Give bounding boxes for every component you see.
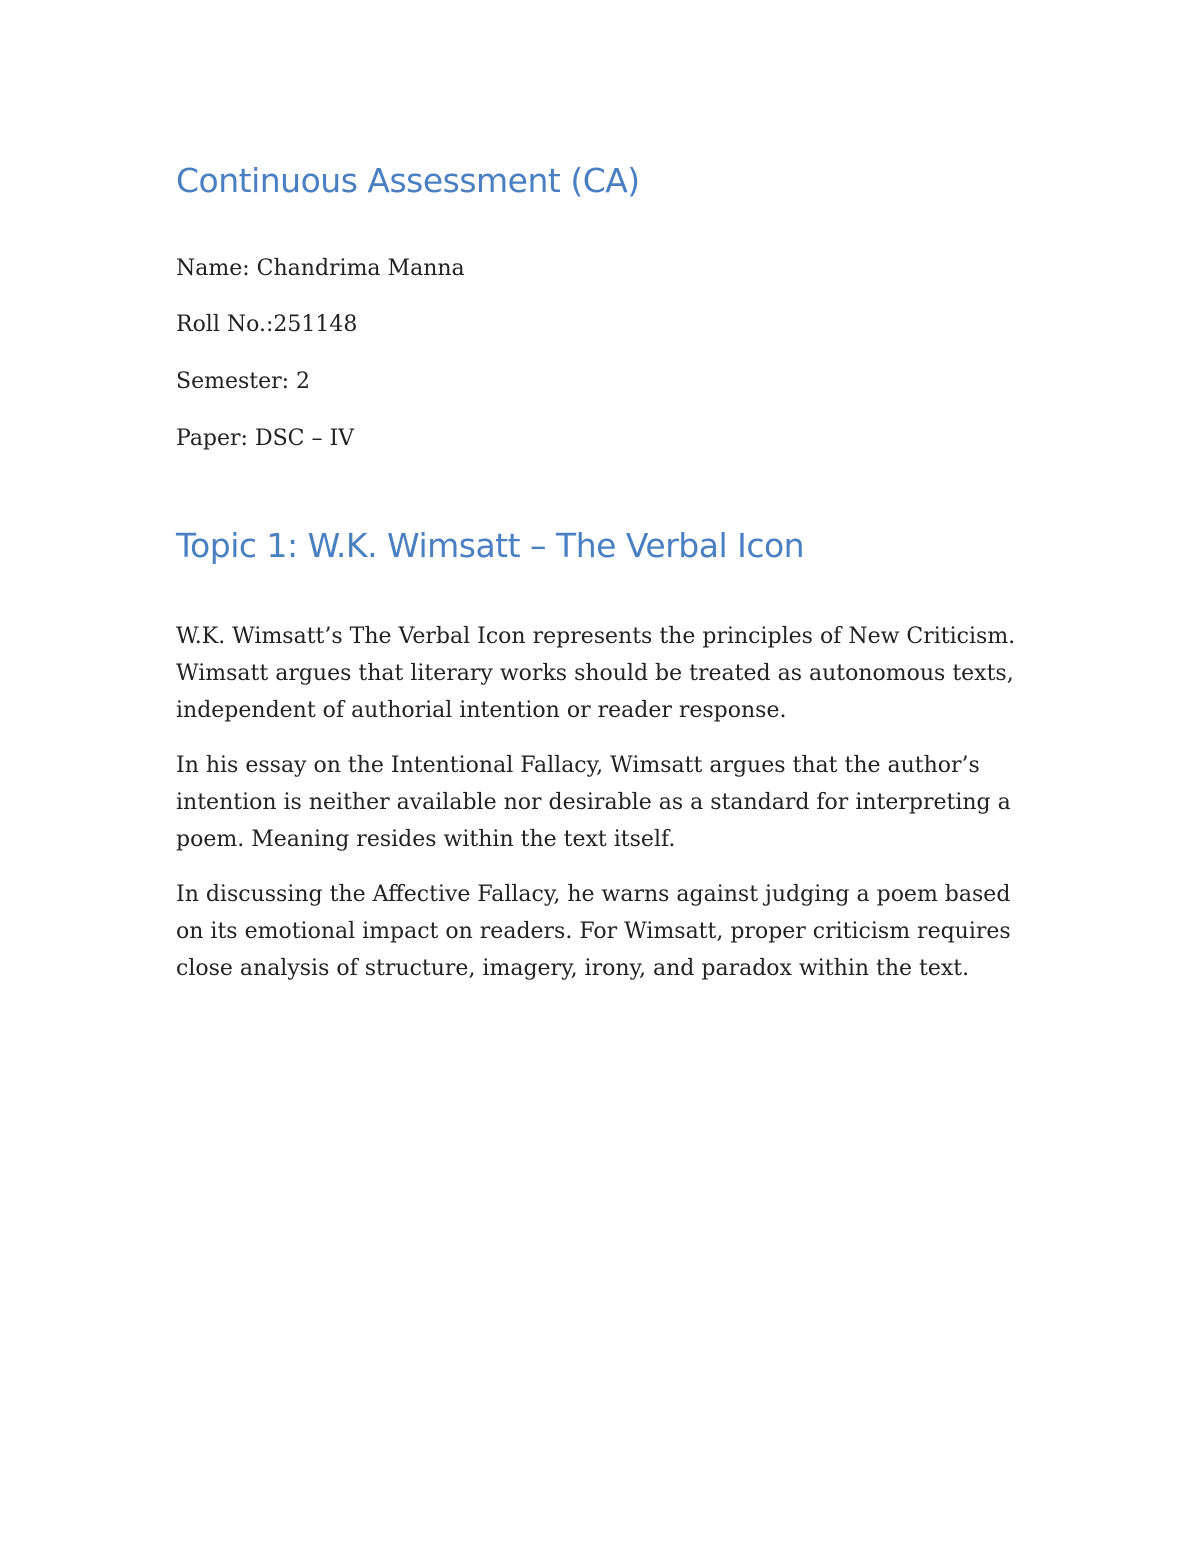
essay-body	[176, 618, 1026, 987]
paper: Paper: DSC – IV	[176, 425, 355, 451]
document-content	[176, 160, 1026, 1005]
topic-heading: Topic 1: W.K. Wimsatt – The Verbal Icon	[176, 526, 805, 566]
paragraph: In his essay on the Intentional Fallacy, Wimsatt argues that the author’s intention is neither available nor desirable as a standard for interpreting a poem. Meaning resides within the text itself.	[176, 753, 1011, 853]
roll-number: Roll No.:251148	[176, 312, 358, 338]
semester: Semester: 2	[176, 369, 311, 395]
paragraph: In discussing the Affective Fallacy, he warns against judging a poem based on its emotional impact on readers. For Wimsatt, proper criticism requires close analysis of structure, imagery, irony, and paradox within the text.	[176, 882, 1011, 982]
paragraph: W.K. Wimsatt’s The Verbal Icon represents the principles of New Criticism. Wimsatt argues that literary works should be treated as autonomous texts, independent of authorial intention or reader response.	[176, 624, 1016, 724]
document-title: Continuous Assessment (CA)	[176, 161, 640, 200]
student-details	[176, 255, 1026, 453]
student-name: Name: Chandrima Manna	[176, 255, 465, 281]
